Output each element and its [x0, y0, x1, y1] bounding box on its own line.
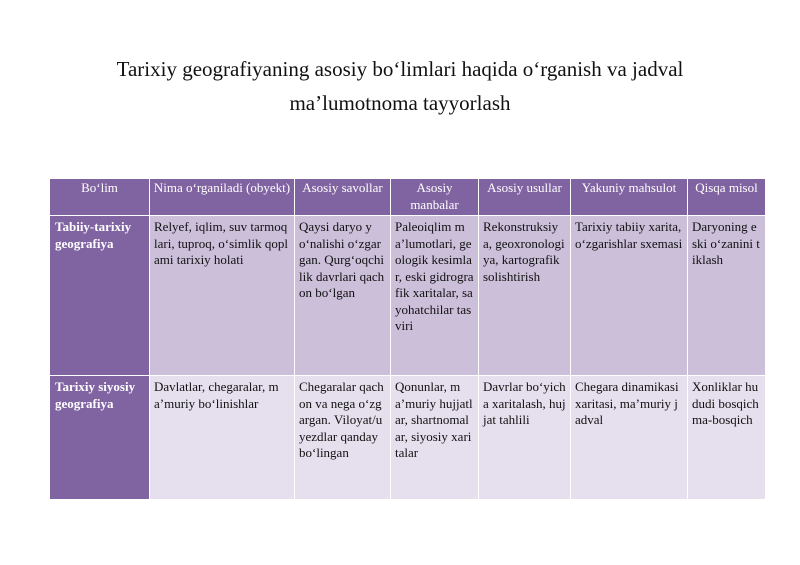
cell-methods: Davrlar bo‘yicha xaritalash, hujjat tahlili	[479, 376, 571, 500]
cell-example: Daryoning eski o‘zanini tiklash	[688, 216, 766, 376]
cell-object: Relyef, iqlim, suv tarmoqlari, tuproq, o‘simlik qoplami tarixiy holati	[150, 216, 295, 376]
header-sources: Asosiy manbalar	[391, 179, 479, 216]
header-product: Yakuniy mahsulot	[571, 179, 688, 216]
cell-sources: Qonunlar, ma’muriy hujjatlar, shartnomalar, siyosiy xaritalar	[391, 376, 479, 500]
cell-sources: Paleoiqlim ma’lumotlari, geologik kesimlar, eski gidrografik xaritalar, sayohatchilar tasviri	[391, 216, 479, 376]
document-title	[60, 52, 740, 120]
title-line-2: ma’lumotnoma tayyorlash	[289, 91, 511, 115]
title-line-1: Tarixiy geografiyaning asosiy bo‘limlari haqida o‘rganish va jadval	[116, 57, 684, 81]
row-section-label: Tabiiy-tarixiy geografiya	[50, 216, 150, 376]
header-methods: Asosiy usullar	[479, 179, 571, 216]
cell-object: Davlatlar, chegaralar, ma’muriy bo‘linishlar	[150, 376, 295, 500]
cell-example: Xonliklar hududi bosqichma-bosqich	[688, 376, 766, 500]
table-row	[50, 376, 766, 500]
table-row	[50, 216, 766, 376]
header-questions: Asosiy savollar	[295, 179, 391, 216]
cell-questions: Qaysi daryo yo‘nalishi o‘zgargan. Qurg‘oqchilik davrlari qachon bo‘lgan	[295, 216, 391, 376]
header-section: Bo‘lim	[50, 179, 150, 216]
row-section-label: Tarixiy siyosiy geografiya	[50, 376, 150, 500]
cell-product: Chegara dinamikasi xaritasi, ma’muriy jadval	[571, 376, 688, 500]
cell-methods: Rekonstruksiya, geoxronologiya, kartografik solishtirish	[479, 216, 571, 376]
cell-questions: Chegaralar qachon va nega o‘zgargan. Viloyat/uyezdlar qanday bo‘lingan	[295, 376, 391, 500]
sections-table	[49, 178, 766, 500]
header-object: Nima o‘rganiladi (obyekt)	[150, 179, 295, 216]
table-header-row	[50, 179, 766, 216]
cell-product: Tarixiy tabiiy xarita, o‘zgarishlar sxemasi	[571, 216, 688, 376]
header-example: Qisqa misol	[688, 179, 766, 216]
